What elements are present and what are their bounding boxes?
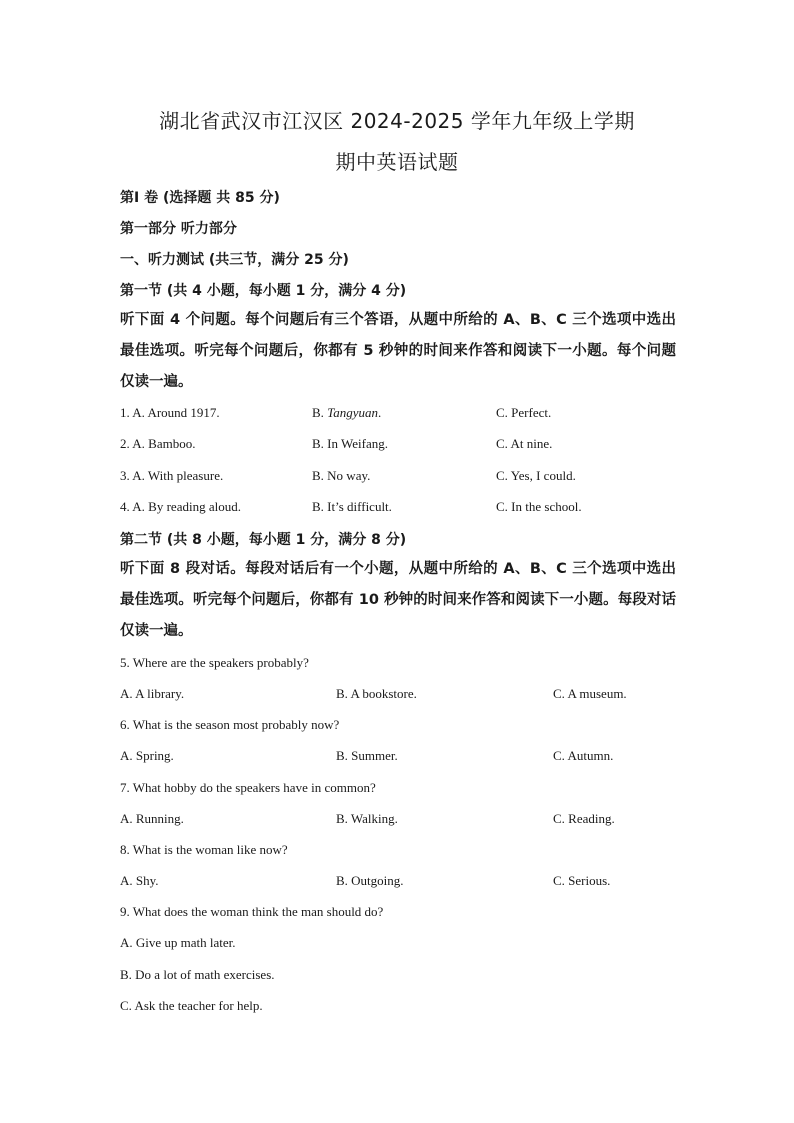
option-c: C. Serious.: [553, 873, 611, 888]
volume-heading: 第Ⅰ 卷 (选择题 共 85 分): [120, 190, 280, 206]
option-b: B. Summer.: [336, 748, 398, 763]
option-c: C. A museum.: [553, 686, 627, 701]
option-b: B. No way.: [312, 468, 371, 483]
option-a: 1. A. Around 1917.: [120, 405, 220, 420]
option-c: C. At nine.: [496, 436, 553, 451]
option-b: B. It’s difficult.: [312, 499, 392, 514]
option-a: A. Spring.: [120, 748, 174, 763]
question-row-4: [120, 499, 680, 519]
subsection-1-instructions: 听下面 4 个问题。每个问题后有三个答语，从题中所给的 A、B、C 三个选项中选出最佳选项。听完每个问题后，你都有 5 秒钟的时间来作答和阅读下一小题。每个问题仅读一遍。: [120, 312, 676, 390]
option-b: B. A bookstore.: [336, 686, 417, 701]
question-6: 6. What is the season most probably now?: [120, 717, 340, 732]
option-c: C. Reading.: [553, 811, 615, 826]
options-row-6: [120, 748, 680, 768]
option-b: B. Walking.: [336, 811, 398, 826]
question-5: 5. Where are the speakers probably?: [120, 655, 309, 670]
options-row-7: [120, 811, 680, 831]
option-a: 4. A. By reading aloud.: [120, 499, 241, 514]
question-8: 8. What is the woman like now?: [120, 842, 288, 857]
question-9-option-c: C. Ask the teacher for help.: [120, 998, 263, 1013]
option-a: A. Shy.: [120, 873, 159, 888]
option-a: 2. A. Bamboo.: [120, 436, 196, 451]
subsection-2-heading: 第二节 (共 8 小题，每小题 1 分，满分 8 分): [120, 532, 407, 548]
option-b-prefix: B.: [312, 405, 328, 420]
option-c: C. Autumn.: [553, 748, 614, 763]
option-a: A. A library.: [120, 686, 185, 701]
page-title: 湖北省武汉市江汉区 2024-2025 学年九年级上学期: [159, 109, 635, 133]
option-c: C. Perfect.: [496, 405, 552, 420]
question-9: 9. What does the woman think the man should do?: [120, 904, 384, 919]
option-b-italic: Tangyuan: [327, 405, 378, 420]
option-a: A. Running.: [120, 811, 184, 826]
option-b-suffix: .: [377, 405, 382, 420]
options-row-8: [120, 873, 680, 893]
question-row-2: [120, 436, 680, 456]
question-9-option-b: B. Do a lot of math exercises.: [120, 967, 275, 982]
question-7: 7. What hobby do the speakers have in common?: [120, 780, 376, 795]
option-a: 3. A. With pleasure.: [120, 468, 224, 483]
question-row-1: [120, 405, 680, 425]
option-b: B. Outgoing.: [336, 873, 404, 888]
option-c: C. In the school.: [496, 499, 582, 514]
option-b: B. In Weifang.: [312, 436, 388, 451]
option-b: [312, 405, 381, 421]
subsection-2-instructions: 听下面 8 段对话。每段对话后有一个小题，从题中所给的 A、B、C 三个选项中选出最佳选项。听完每个问题后，你都有 10 秒钟的时间来作答和阅读下一小题。每段对话仅读一遍。: [120, 561, 676, 639]
option-c: C. Yes, I could.: [496, 468, 576, 483]
question-9-option-a: A. Give up math later.: [120, 935, 236, 950]
page-subtitle: 期中英语试题: [335, 150, 459, 174]
subsection-1-heading: 第一节 (共 4 小题，每小题 1 分，满分 4 分): [120, 283, 407, 299]
section-heading: 一、听力测试 (共三节，满分 25 分): [120, 252, 349, 268]
part-heading: 第一部分 听力部分: [120, 221, 237, 237]
question-row-3: [120, 468, 680, 488]
options-row-5: [120, 686, 680, 706]
